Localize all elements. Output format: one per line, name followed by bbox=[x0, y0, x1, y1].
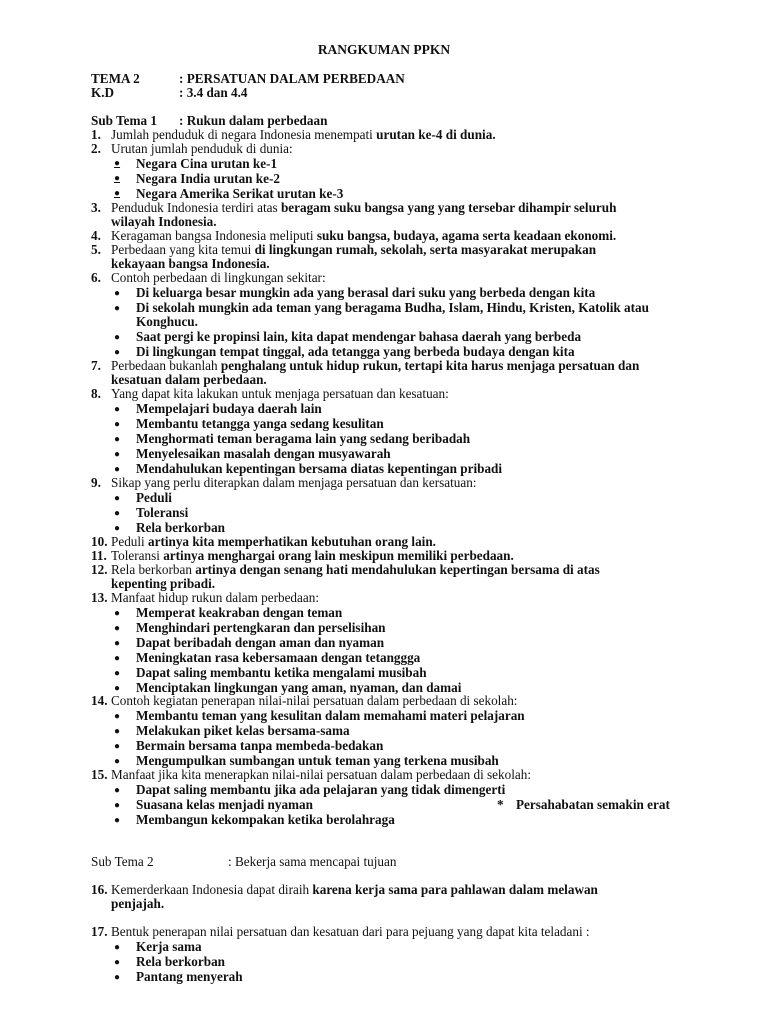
bullet-icon: ● bbox=[114, 972, 121, 983]
item-number: 17. bbox=[91, 924, 108, 939]
subtema1-key: Sub Tema 1 bbox=[91, 113, 157, 128]
item-text-bold: karena kerja sama para pahlawan dalam melawan bbox=[312, 882, 598, 897]
kd-key: K.D bbox=[91, 85, 115, 100]
item-text: Keragaman bangsa Indonesia meliputi bbox=[111, 228, 317, 243]
item-13: Manfaat hidup rukun dalam perbedaan: bbox=[111, 590, 319, 605]
item-17: Bentuk penerapan nilai persatuan dan kesatuan dari para pejuang yang dapat kita teladani : bbox=[111, 924, 590, 939]
item-text-bold: artinya kita memperhatikan kebutuhan orang lain. bbox=[148, 534, 436, 549]
item-number: 16. bbox=[91, 882, 108, 897]
bullet-icon: ● bbox=[114, 608, 121, 619]
list-item: Mempelajari budaya daerah lain bbox=[136, 401, 322, 416]
list-item: Konghucu. bbox=[136, 314, 198, 329]
item-8: Yang dapat kita lakukan untuk menjaga persatuan dan kesatuan: bbox=[111, 386, 449, 401]
item-text: Perbedaan bukanlah bbox=[111, 358, 221, 373]
item-number: 8. bbox=[91, 386, 101, 401]
item-text: Toleransi bbox=[111, 548, 164, 563]
bullet-icon: ● bbox=[114, 800, 121, 811]
bullet-icon: ● bbox=[114, 756, 121, 767]
item-text: Peduli bbox=[111, 534, 148, 549]
list-item: Kerja sama bbox=[136, 939, 202, 954]
tema-key: TEMA 2 bbox=[91, 71, 140, 86]
bullet-icon: ● bbox=[114, 347, 121, 358]
list-item: Suasana kelas menjadi nyaman bbox=[136, 797, 313, 812]
list-item: Memperat keakraban dengan teman bbox=[136, 605, 343, 620]
item-number: 4. bbox=[91, 228, 101, 243]
bullet-icon: ● bbox=[114, 173, 121, 184]
list-item: Di lingkungan tempat tinggal, ada tetangga yang berbeda budaya dengan kita bbox=[136, 344, 575, 359]
bullet-icon: ● bbox=[114, 288, 121, 299]
item-text: Jumlah penduduk di negara Indonesia menempati bbox=[111, 127, 377, 142]
bullet-icon: ● bbox=[114, 404, 121, 415]
bullet-icon: ● bbox=[114, 683, 121, 694]
bullet-icon: ● bbox=[114, 668, 121, 679]
item-number: 9. bbox=[91, 475, 101, 490]
bullet-icon: ● bbox=[114, 508, 121, 519]
bullet-icon: ● bbox=[114, 942, 121, 953]
subtema2-key: Sub Tema 2 bbox=[91, 854, 154, 869]
list-item: Menghindari pertengkaran dan perselisihan bbox=[136, 620, 386, 635]
list-item: Menyelesaikan masalah dengan musyawarah bbox=[136, 446, 391, 461]
list-item: Dapat saling membantu ketika mengalami musibah bbox=[136, 665, 427, 680]
list-item: Bermain bersama tanpa membeda-bedakan bbox=[136, 738, 384, 753]
item-text-bold: beragam suku bangsa yang yang tersebar dihampir seluruh bbox=[280, 200, 617, 215]
list-item: Dapat saling membantu jika ada pelajaran yang tidak dimengerti bbox=[136, 782, 506, 797]
item-number: 10. bbox=[91, 534, 108, 549]
item-12-cont: kepenting pribadi. bbox=[111, 576, 216, 591]
item-16 bbox=[111, 883, 598, 898]
item-number: 13. bbox=[91, 590, 108, 605]
bullet-icon: ● bbox=[114, 623, 121, 634]
bullet-icon: ● bbox=[114, 638, 121, 649]
list-item: Dapat beribadah dengan aman dan nyaman bbox=[136, 635, 385, 650]
list-item: Meningkatan rasa kebersamaan dengan tetanggga bbox=[136, 650, 421, 665]
list-item: Toleransi bbox=[136, 505, 189, 520]
item-text-bold: suku bangsa, budaya, agama serta keadaan ekonomi. bbox=[316, 228, 617, 243]
item-number: 5. bbox=[91, 242, 101, 257]
list-item: Di sekolah mungkin ada teman yang beragama Budha, Islam, Hindu, Kristen, Katolik atau bbox=[136, 300, 649, 315]
list-item: Peduli bbox=[136, 490, 172, 505]
bullet-icon: ● bbox=[114, 815, 121, 826]
list-item: Menghormati teman beragama lain yang sedang beribadah bbox=[136, 431, 471, 446]
list-item: Membantu tetangga yanga sedang kesulitan bbox=[136, 416, 384, 431]
list-item: Mendahulukan kepentingan bersama diatas kepentingan pribadi bbox=[136, 461, 503, 476]
item-2: Urutan jumlah penduduk di dunia: bbox=[111, 141, 293, 156]
bullet-icon: ● bbox=[114, 653, 121, 664]
item-text-bold: urutan ke-4 di dunia. bbox=[376, 127, 496, 142]
list-item: Negara Cina urutan ke-1 bbox=[136, 156, 278, 171]
subtema2-heading bbox=[91, 855, 396, 870]
item-5-cont: kekayaan bangsa Indonesia. bbox=[111, 256, 270, 271]
list-item: Persahabatan semakin erat bbox=[516, 797, 670, 812]
bullet-icon: ● bbox=[114, 434, 121, 445]
item-15: Manfaat jika kita menerapkan nilai-nilai persatuan dalam perbedaan di sekolah: bbox=[111, 767, 531, 782]
subtema1-value: : Rukun dalam perbedaan bbox=[179, 113, 328, 128]
list-item: Menciptakan lingkungan yang aman, nyaman, dan damai bbox=[136, 680, 462, 695]
tema-value: : PERSATUAN DALAM PERBEDAAN bbox=[179, 71, 405, 86]
bullet-icon: ● bbox=[114, 785, 121, 796]
bullet-icon: ● bbox=[114, 523, 121, 534]
list-item: Membantu teman yang kesulitan dalam memahami materi pelajaran bbox=[136, 708, 525, 723]
bullet-icon: ● bbox=[114, 711, 121, 722]
list-item: Melakukan piket kelas bersama-sama bbox=[136, 723, 350, 738]
item-number: 7. bbox=[91, 358, 101, 373]
item-number: 2. bbox=[91, 141, 101, 156]
list-item: Rela berkorban bbox=[136, 954, 226, 969]
bullet-icon: ● bbox=[114, 158, 121, 169]
item-16-cont: penjajah. bbox=[111, 896, 165, 911]
subtema2-value: : Bekerja sama mencapai tujuan bbox=[228, 854, 397, 869]
bullet-icon: ● bbox=[114, 726, 121, 737]
item-number: 14. bbox=[91, 693, 108, 708]
item-text-bold: penghalang untuk hidup rukun, tertapi kita harus menjaga persatuan dan bbox=[220, 358, 640, 373]
list-item: Rela berkorban bbox=[136, 520, 226, 535]
bullet-icon: ● bbox=[114, 449, 121, 460]
item-text: Rela berkorban bbox=[111, 562, 196, 577]
bullet-icon: ● bbox=[114, 464, 121, 475]
list-item: Membangun kekompakan ketika berolahraga bbox=[136, 812, 395, 827]
item-7-cont: kesatuan dalam perbedaan. bbox=[111, 372, 267, 387]
list-item: Negara Amerika Serikat urutan ke-3 bbox=[136, 186, 344, 201]
item-text-bold: di lingkungan rumah, sekolah, serta masyarakat merupakan bbox=[254, 242, 597, 257]
list-item: Negara India urutan ke-2 bbox=[136, 171, 280, 186]
bullet-icon: ● bbox=[114, 741, 121, 752]
item-6: Contoh perbedaan di lingkungan sekitar: bbox=[111, 270, 326, 285]
item-text: Penduduk Indonesia terdiri atas bbox=[111, 200, 281, 215]
item-text-bold: artinya dengan senang hati mendahulukan kepertingan bersama di atas bbox=[195, 562, 600, 577]
item-number: 11. bbox=[91, 548, 107, 563]
item-number: 12. bbox=[91, 562, 108, 577]
bullet-icon: ● bbox=[114, 332, 121, 343]
list-item: Di keluarga besar mungkin ada yang berasal dari suku yang berbeda dengan kita bbox=[136, 285, 596, 300]
bullet-icon: ● bbox=[114, 957, 121, 968]
item-number: 3. bbox=[91, 200, 101, 215]
item-14: Contoh kegiatan penerapan nilai-nilai persatuan dalam perbedaan di sekolah: bbox=[111, 693, 518, 708]
item-number: 1. bbox=[91, 127, 101, 142]
item-9: Sikap yang perlu diterapkan dalam menjaga persatuan dan kersatuan: bbox=[111, 475, 477, 490]
list-item: Saat pergi ke propinsi lain, kita dapat mendengar bahasa daerah yang berbeda bbox=[136, 329, 582, 344]
bullet-icon: ● bbox=[114, 493, 121, 504]
item-number: 15. bbox=[91, 767, 108, 782]
kd-value: : 3.4 dan 4.4 bbox=[179, 85, 248, 100]
bullet-icon: ● bbox=[114, 303, 121, 314]
item-text: Kemerderkaan Indonesia dapat diraih bbox=[111, 882, 313, 897]
item-text: Perbedaan yang kita temui bbox=[111, 242, 255, 257]
page-title: RANGKUMAN PPKN bbox=[317, 42, 451, 57]
bullet-icon: ● bbox=[114, 188, 121, 199]
asterisk-icon: * bbox=[497, 797, 504, 812]
item-text-bold: artinya menghargai orang lain meskipun memiliki perbedaan. bbox=[163, 548, 514, 563]
item-number: 6. bbox=[91, 270, 101, 285]
item-3-cont: wilayah Indonesia. bbox=[111, 214, 217, 229]
kd-row bbox=[91, 86, 248, 101]
bullet-icon: ● bbox=[114, 419, 121, 430]
list-item: Pantang menyerah bbox=[136, 969, 243, 984]
list-item: Mengumpulkan sumbangan untuk teman yang terkena musibah bbox=[136, 753, 499, 768]
